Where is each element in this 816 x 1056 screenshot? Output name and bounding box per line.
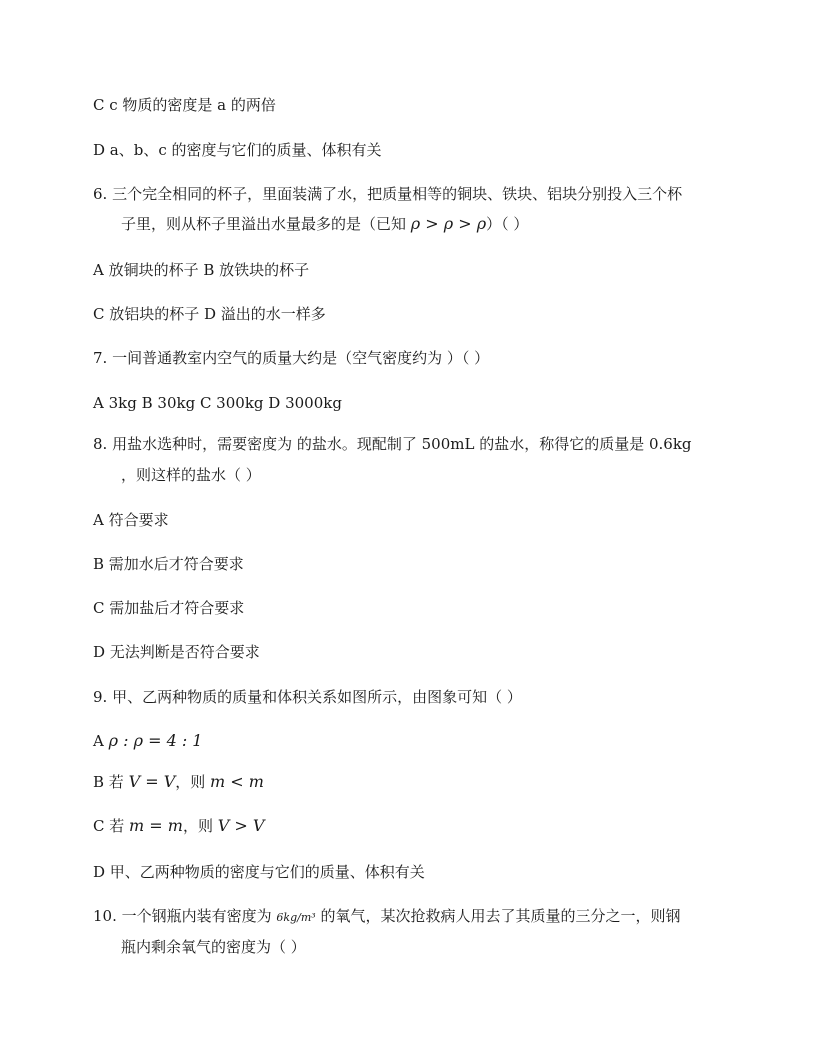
option-line: C 需加盐后才符合要求 bbox=[93, 599, 245, 617]
question-10-text: 10. 一个钢瓶内装有密度为 6kg/m³ 的氧气，某次抢救病人用去了其质量的三分之一，则钢 bbox=[93, 907, 681, 925]
mass-equation: m = m bbox=[129, 816, 183, 835]
volume-equation: V = V bbox=[128, 772, 176, 791]
question-6-text-cont: 子里，则从杯子里溢出水量最多的是（已知 ρ > ρ > ρ）（ ） bbox=[121, 214, 529, 233]
option-line: C 放铝块的杯子 D 溢出的水一样多 bbox=[93, 305, 326, 323]
question-9-text: 9. 甲、乙两种物质的质量和体积关系如图所示，由图象可知（ ） bbox=[93, 688, 522, 706]
density-value: 6kg/m³ bbox=[276, 911, 316, 924]
option-line: D 甲、乙两种物质的密度与它们的质量、体积有关 bbox=[93, 863, 425, 881]
option-line: C 若 m = m，则 V > V bbox=[93, 816, 265, 835]
volume-inequality: V > V bbox=[217, 816, 265, 835]
option-line: B 若 V = V，则 m < m bbox=[93, 772, 264, 791]
mass-inequality: m < m bbox=[210, 772, 264, 791]
option-line: A ρ : ρ = 4 : 1 bbox=[93, 731, 203, 750]
density-ratio: ρ : ρ = 4 : 1 bbox=[108, 731, 203, 750]
question-8-text-cont: ，则这样的盐水（ ） bbox=[121, 466, 261, 484]
question-10-text-cont: 瓶内剩余氧气的密度为（ ） bbox=[121, 938, 306, 956]
question-7-text: 7. 一间普通教室内空气的质量大约是（空气密度约为 ）（ ） bbox=[93, 349, 490, 367]
density-inequality: ρ > ρ > ρ bbox=[410, 214, 487, 233]
question-6-text: 6. 三个完全相同的杯子，里面装满了水，把质量相等的铜块、铁块、铝块分别投入三个杯 bbox=[93, 185, 683, 203]
option-line: D 无法判断是否符合要求 bbox=[93, 643, 260, 661]
option-line: B 需加水后才符合要求 bbox=[93, 555, 244, 573]
option-line: A 放铜块的杯子 B 放铁块的杯子 bbox=[93, 261, 310, 279]
option-line: A 3kg B 30kg C 300kg D 3000kg bbox=[93, 394, 342, 412]
option-line: D a、b、c 的密度与它们的质量、体积有关 bbox=[93, 141, 382, 159]
question-8-text: 8. 用盐水选种时，需要密度为 的盐水。现配制了 500mL 的盐水，称得它的质量是 0.6kg bbox=[93, 435, 692, 453]
option-line: A 符合要求 bbox=[93, 511, 169, 529]
option-line: C c 物质的密度是 a 的两倍 bbox=[93, 96, 276, 114]
